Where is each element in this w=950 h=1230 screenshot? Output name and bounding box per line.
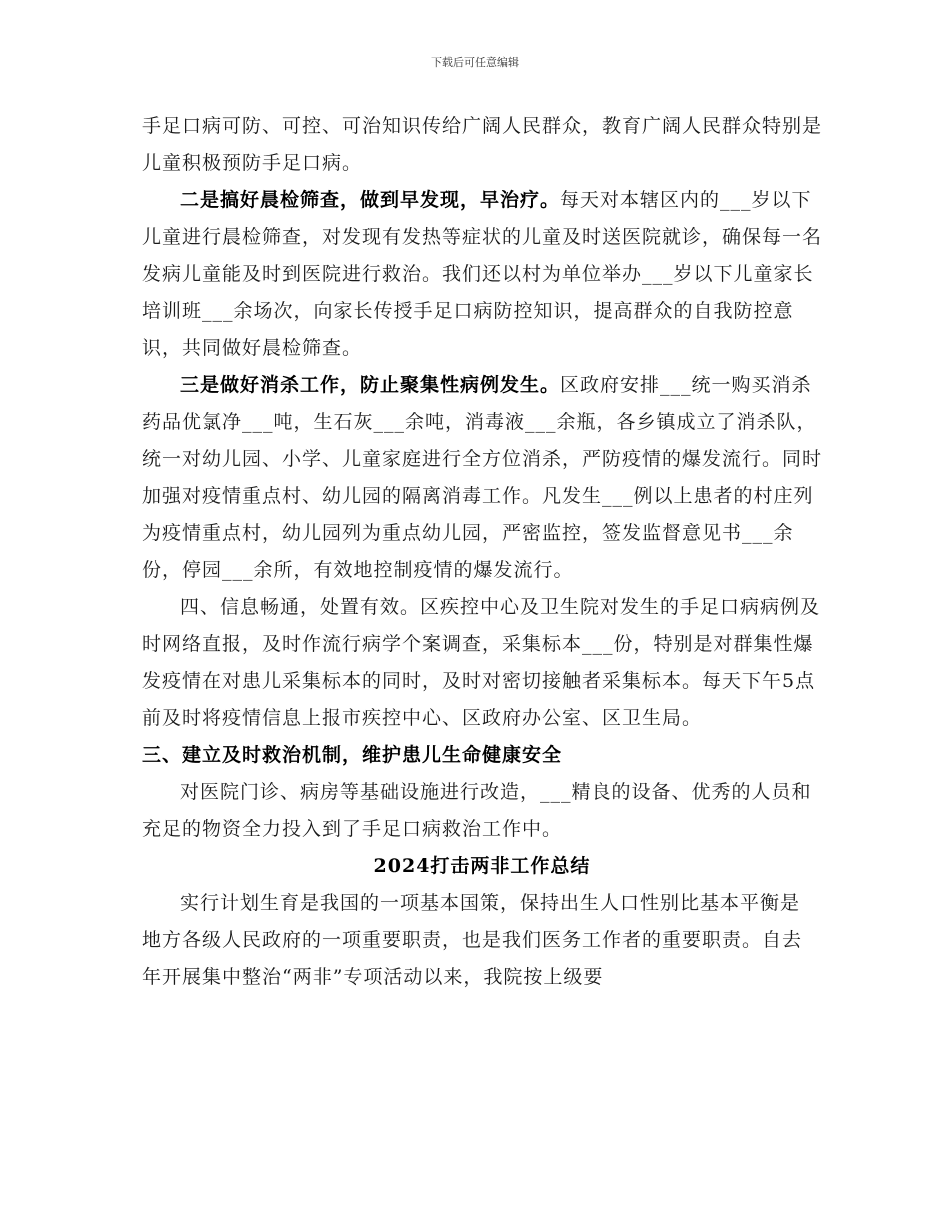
paragraph-2-body: 每天对本辖区内的___岁以下儿童进行晨检筛查，对发现有发热等症状的儿童及时送医院就诊，确保每一名发病儿童能及时到医院进行救治。我们还以村为单位举办___岁以下儿童家长培训班___余场次，向家长传授手足口病防控知识，提高群众的自我防控意识，共同做好晨检筛查。: [142, 189, 823, 359]
paragraph-4: 四、信息畅通，处置有效。区疾控中心及卫生院对发生的手足口病病例及时网络直报，及时作流行病学个案调查，采集标本___份，特别是对群集性爆发疫情在对患儿采集标本的同时，及时对密切接触者采集标本。每天下午5点前及时将疫情信息上报市疾控中心、区政府办公室、区卫生局。: [142, 596, 821, 729]
page-header-note: 下载后可任意编辑: [431, 56, 519, 69]
paragraph-3-lead: 三是做好消杀工作，防止聚集性病例发生。: [180, 374, 561, 396]
section-heading: 三、建立及时救治机制，维护患儿生命健康安全: [142, 744, 563, 766]
document-title: 2024打击两非工作总结: [373, 855, 591, 877]
paragraph-2-lead: 二是搞好晨检筛查，做到早发现，早治疗。: [180, 189, 561, 211]
paragraph-2: [142, 182, 822, 367]
paragraph-7: 实行计划生育是我国的一项基本国策，保持出生人口性别比基本平衡是地方各级人民政府的一项重要职责，也是我们医务工作者的重要职责。自去年开展集中整治“两非”专项活动以来，我院按上级要: [142, 892, 803, 988]
paragraph-6: 对医院门诊、病房等基础设施进行改造，___精良的设备、优秀的人员和充足的物资全力投入到了手足口病救治工作中。: [142, 781, 812, 840]
paragraph-3-body: 区政府安排___统一购买消杀药品优氯净___吨，生石灰___余吨，消毒液___余瓶，各乡镇成立了消杀队，统一对幼儿园、小学、儿童家庭进行全方位消杀，严防疫情的爆发流行。同时加强对疫情重点村、幼儿园的隔离消毒工作。凡发生___例以上患者的村庄列为疫情重点村，幼儿园列为重点幼儿园，严密监控，签发监督意见书___余份，停园___余所，有效地控制疫情的爆发流行。: [142, 374, 823, 581]
document-body: [142, 108, 822, 996]
paragraph-3: [142, 367, 822, 589]
paragraph-1: 手足口病可防、可控、可治知识传给广阔人民群众，教育广阔人民群众特别是儿童积极预防手足口病。: [142, 115, 823, 174]
